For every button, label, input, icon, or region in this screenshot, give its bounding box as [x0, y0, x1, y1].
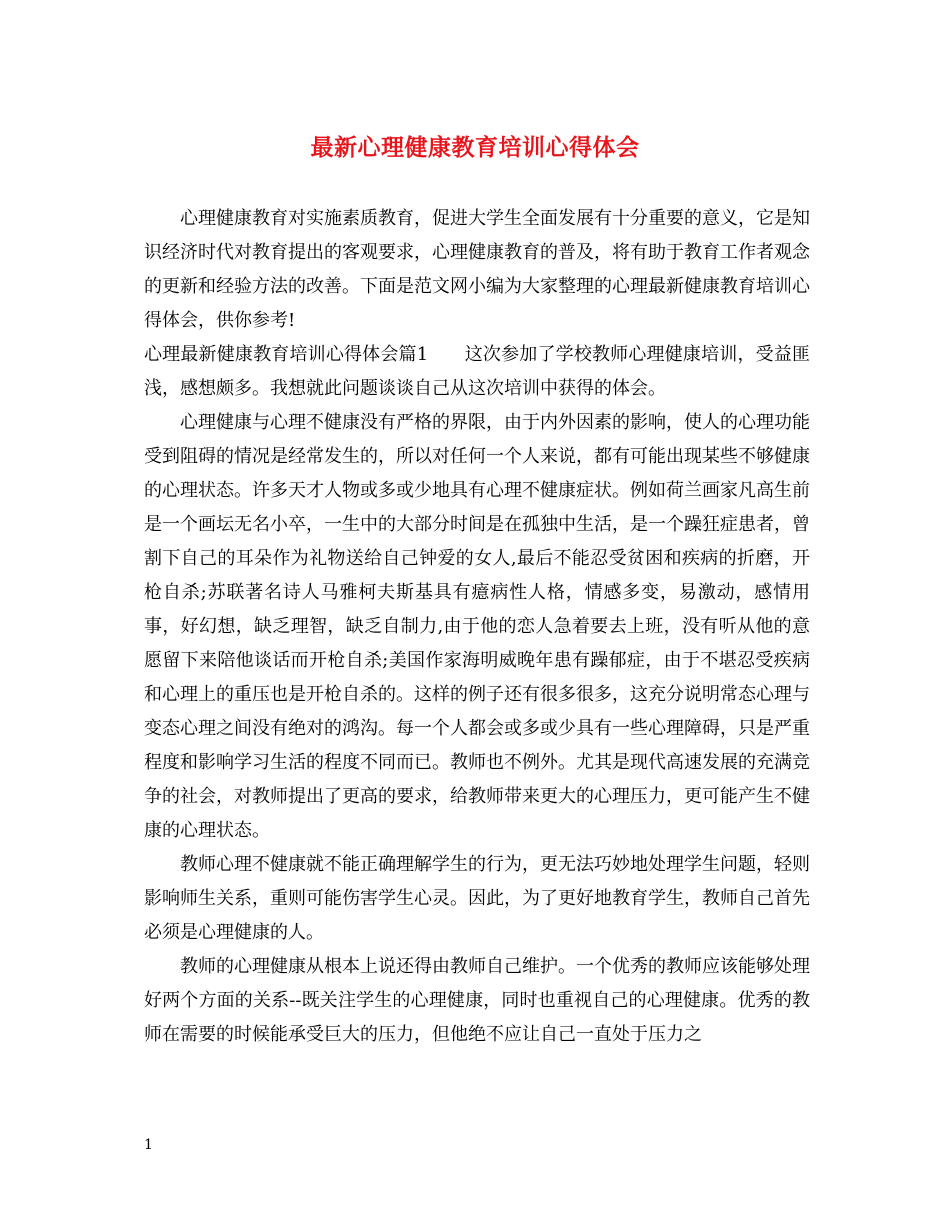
paragraph-intro: 心理健康教育对实施素质教育，促进大学生全面发展有十分重要的意义，它是知识经济时代对教育提出的客观要求，心理健康教育的普及，将有助于教育工作者观念的更新和经验方法的改善。下面是范文网小编为大家整理的心理最新健康教育培训心得体会，供你参考! [144, 208, 810, 331]
page-number: 1 [144, 1137, 153, 1153]
paragraph-teacher-impact: 教师心理不健康就不能正确理解学生的行为，更无法巧妙地处理学生问题，轻则影响师生关系，重则可能伤害学生心灵。因此，为了更好地教育学生，教师自己首先必须是心理健康的人。 [144, 854, 810, 943]
paragraph-self-maintenance: 教师的心理健康从根本上说还得由教师自己维护。一个优秀的教师应该能够处理好两个方面的关系--既关注学生的心理健康，同时也重视自己的心理健康。优秀的教师在需要的时候能承受巨大的压力，但他绝不应让自己一直处于压力之 [144, 956, 810, 1045]
document-body [144, 202, 810, 1052]
paragraph-section-heading: 心理最新健康教育培训心得体会篇1 这次参加了学校教师心理健康培训，受益匪浅，感想颇多。我想就此问题谈谈自己从这次培训中获得的体会。 [144, 344, 810, 399]
paragraph-mental-health-boundaries: 心理健康与心理不健康没有严格的界限，由于内外因素的影响，使人的心理功能受到阻碍的情况是经常发生的，所以对任何一个人来说，都有可能出现某些不够健康的心理状态。许多天才人物或多或少地具有心理不健康症状。例如荷兰画家凡高生前是一个画坛无名小卒，一生中的大部分时间是在孤独中生活，是一个躁狂症患者，曾割下自己的耳朵作为礼物送给自己钟爱的女人,最后不能忍受贫困和疾病的折磨，开枪自杀;苏联著名诗人马雅柯夫斯基具有癔病性人格，情感多变，易激动，感情用事，好幻想，缺乏理智，缺乏自制力,由于他的恋人急着要去上班，没有听从他的意愿留下来陪他谈话而开枪自杀;美国作家海明威晚年患有躁郁症，由于不堪忍受疾病和心理上的重压也是开枪自杀的。这样的例子还有很多很多，这充分说明常态心理与变态心理之间没有绝对的鸿沟。每一个人都会或多或少具有一些心理障碍，只是严重程度和影响学习生活的程度不同而已。教师也不例外。尤其是现代高速发展的充满竞争的社会，对教师提出了更高的要求，给教师带来更大的心理压力，更可能产生不健康的心理状态。 [144, 412, 810, 841]
document-title: 最新心理健康教育培训心得体会 [310, 135, 640, 161]
